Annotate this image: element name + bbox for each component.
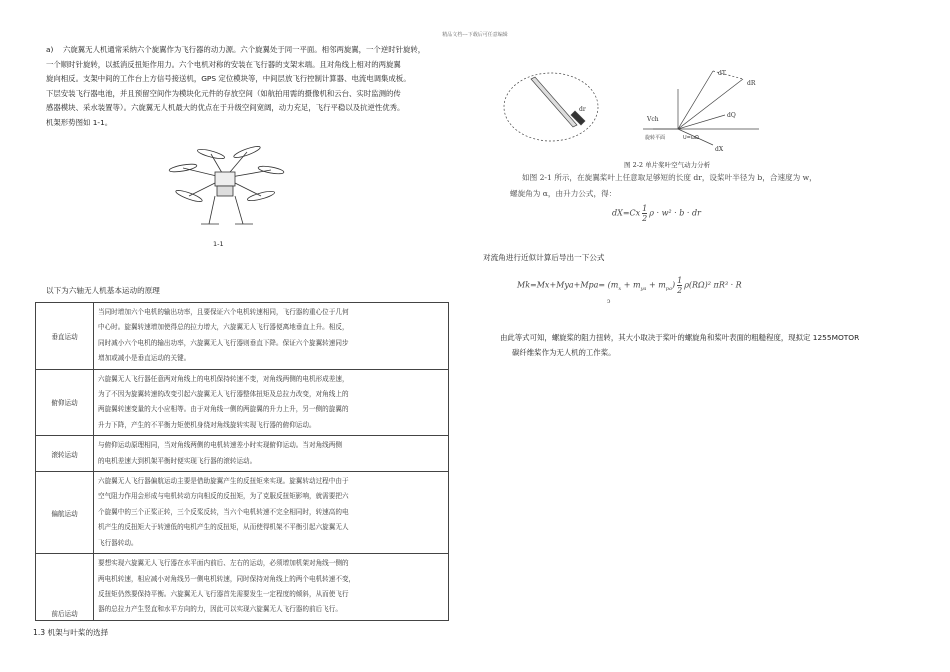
desc-line: 同时减小六个电机的输出功率，六旋翼无人飞行器则垂直下降。保证六个旋翼转速同步 (98, 338, 349, 347)
motion-table (35, 302, 449, 621)
formula-lhs: dX=Cx (612, 208, 641, 218)
table-row (36, 303, 449, 370)
desc-line: 当同时增加六个电机的输出功率，且要保证六个电机转速相同，飞行器的重心位于几何 (98, 308, 349, 316)
formula-mid: + m (623, 280, 641, 290)
motion-desc (94, 303, 449, 370)
fraction (642, 204, 647, 223)
right-line: 如图 2-1 所示，在旋翼桨叶上任意取足够短的长度 dr，设桨叶半径为 b，合速度为 w， (522, 173, 817, 182)
desc-line: 飞行器转动。 (98, 538, 138, 547)
desc-line: 的电机差速大到机架平衡时便实现飞行器的滚转运动。 (98, 456, 257, 465)
desc-line: 为了不因为旋翼转速的改变引起六旋翼无人飞行器整体扭矩及总拉力改变，对角线上的 (98, 390, 349, 399)
desc-line: 个旋翼中的三个正桨正转，三个反桨反转，当六个电机转速不完全相同时，转速高的电 (98, 507, 349, 516)
motion-desc (94, 554, 449, 621)
desc-line: 器的总拉力产生竖直和水平方向的力，因此可以实现六旋翼无人飞行器的前后飞行。 (98, 605, 342, 614)
fraction-num: 1 (677, 276, 683, 285)
formula-rhs: ρ · w² · b · dr (649, 208, 701, 218)
motion-name: 偏航运动 (36, 472, 94, 554)
subheading: 对流角进行近似计算后导出一下公式 (483, 253, 605, 262)
torque-formula: $Mk=Mx+Mya+Mpa= (m_x + m_{ya} + m_{pa})$ $\frac{1}{2}$ ρ(RΩ)² πR³ · R ↄ (517, 276, 742, 305)
table-row (36, 554, 449, 621)
desc-line: 增加或减小是垂直运动的关键。 (98, 354, 191, 363)
label-plane: 旋转平面 (645, 135, 666, 141)
page-header: 精品文档---下载后可任意编辑 (442, 32, 508, 38)
figure-caption: 1-1 (213, 240, 224, 248)
intro-line: 旋向相反。支架中间的工作台上方信号接送机，GPS 定位模块等，中间层放飞行控制计算器、电流电调集成板。 (46, 74, 411, 84)
label-u: U=ωΩ (683, 135, 699, 141)
label-dt: dT (718, 70, 726, 77)
desc-line: 与俯仰运动原理相同，当对角线两侧的电机转速差小时实现俯仰运动。当对角线两侧 (98, 441, 342, 450)
intro-line: 一个顺时针旋转，以抵消反扭矩作用力。六个电机对称的安装在飞行器的支架末端。且对角线上相对的两旋翼 (46, 59, 401, 69)
motion-name: 前后运动 (36, 554, 94, 621)
motion-name: 俯仰运动 (36, 369, 94, 436)
intro-line: 机架形势图如 1-1。 (46, 117, 113, 127)
label-dr: dR (747, 80, 756, 87)
desc-line: 空气阻力作用会形成与电机转动方向相反的反扭矩，为了克服反扭矩影响，就需要把六 (98, 492, 349, 501)
desc-line: 机产生的反扭矩大于转速低的电机产生的反扭矩，从而使得机架不平衡引起六旋翼无人 (98, 523, 349, 532)
desc-line: 两旋翼转速变量的大小应相等。由于对角线一侧的两旋翼的升力上升，另一侧的旋翼的 (98, 405, 349, 414)
table-row (36, 436, 449, 472)
label-dx: dX (715, 146, 724, 153)
figure-caption: 图 2-2 单片桨叶空气动力分析 (624, 161, 711, 169)
desc-line: 要想实现六旋翼无人飞行器在水平面内前后、左右的运动，必须增加机架对角线一侧的 (98, 559, 349, 568)
label-dr-small: dr (579, 106, 586, 113)
formula-close: ) (671, 280, 676, 290)
fraction (677, 276, 682, 295)
intro-line: 六旋翼无人机通常采纳六个旋翼作为飞行器的动力源。六个旋翼处于同一平面。相邻两旋翼，一个逆时针旋转， (63, 45, 426, 54)
formula-mark: ↄ (607, 298, 611, 305)
table-row (36, 472, 449, 554)
conclusion-line: 由此等式可知，螺旋桨的阻力扭转，其大小取决于桨叶的螺旋角和桨叶表面的粗糙程度，现拟定 1255MOTOR (500, 333, 860, 342)
desc-line: 六旋翼无人飞行器偏航运动主要是借助旋翼产生的反扭矩来实现。旋翼转动过程中由于 (98, 477, 349, 486)
motion-desc (94, 436, 449, 472)
desc-line: 六旋翼无人飞行器任意两对角线上的电机保持转速不变，对角线两侧的电机形成差速， (98, 374, 349, 383)
formula-lhs: Mk=Mx+Mya+Mpa= (m (517, 280, 619, 290)
desc-line: 中心时。旋翼转速增加使得总的拉力增大，六旋翼无人飞行器便离地垂直上升。相反， (98, 323, 349, 332)
motion-name: 垂直运动 (36, 303, 94, 370)
formula-tail: + m (648, 280, 666, 290)
hexacopter-figure (165, 140, 285, 232)
conclusion-paragraph (500, 331, 910, 360)
blade-aerodynamics-figure (503, 65, 761, 160)
list-label: a) (46, 45, 54, 54)
motion-desc (94, 472, 449, 554)
section-title: 以下为六轴无人机基本运动的原理 (46, 286, 160, 295)
table-row (36, 369, 449, 436)
right-line: 螺旋角为 α，由升力公式，得： (510, 188, 617, 198)
desc-line: 升力下降，产生的不平衡力矩使机身绕对角线旋转实现飞行器的俯仰运动。 (98, 420, 316, 429)
label-vch: Vch (647, 116, 659, 123)
desc-line: 两电机转速，相应减小对角线另一侧电机转速，同时保持对角线上的两个电机转速不变， (98, 574, 356, 583)
intro-paragraph (46, 43, 471, 131)
lift-formula (612, 204, 701, 223)
label-dq: dQ (727, 112, 736, 119)
right-paragraph (510, 170, 870, 201)
bottom-heading: 1.3 机架与叶桨的选择 (33, 628, 109, 637)
fraction-den: 2 (642, 214, 648, 223)
desc-line: 反扭矩仍然要保持平衡。六旋翼无人飞行器首先需要发生一定程度的倾斜，从而使飞行 (98, 589, 349, 598)
fraction-num: 1 (642, 204, 648, 213)
motion-desc (94, 369, 449, 436)
formula-rhs: ρ(RΩ)² πR³ · R (684, 280, 742, 290)
intro-line: 下层安装飞行器电池，并且预留空间作为模块化元件的存放空间（如航拍用需的摄像机和云台、实时监测的传 (46, 88, 401, 98)
conclusion-line: 碳纤维桨作为无人机的工作桨。 (512, 347, 616, 357)
motion-name: 滚转运动 (36, 436, 94, 472)
fraction-den: 2 (677, 286, 683, 295)
intro-line: 感器模块、采水装置等）。六旋翼无人机最大的优点在于升级空间宽阔，动力充足，飞行平稳以及抗逆性优秀。 (46, 103, 405, 113)
